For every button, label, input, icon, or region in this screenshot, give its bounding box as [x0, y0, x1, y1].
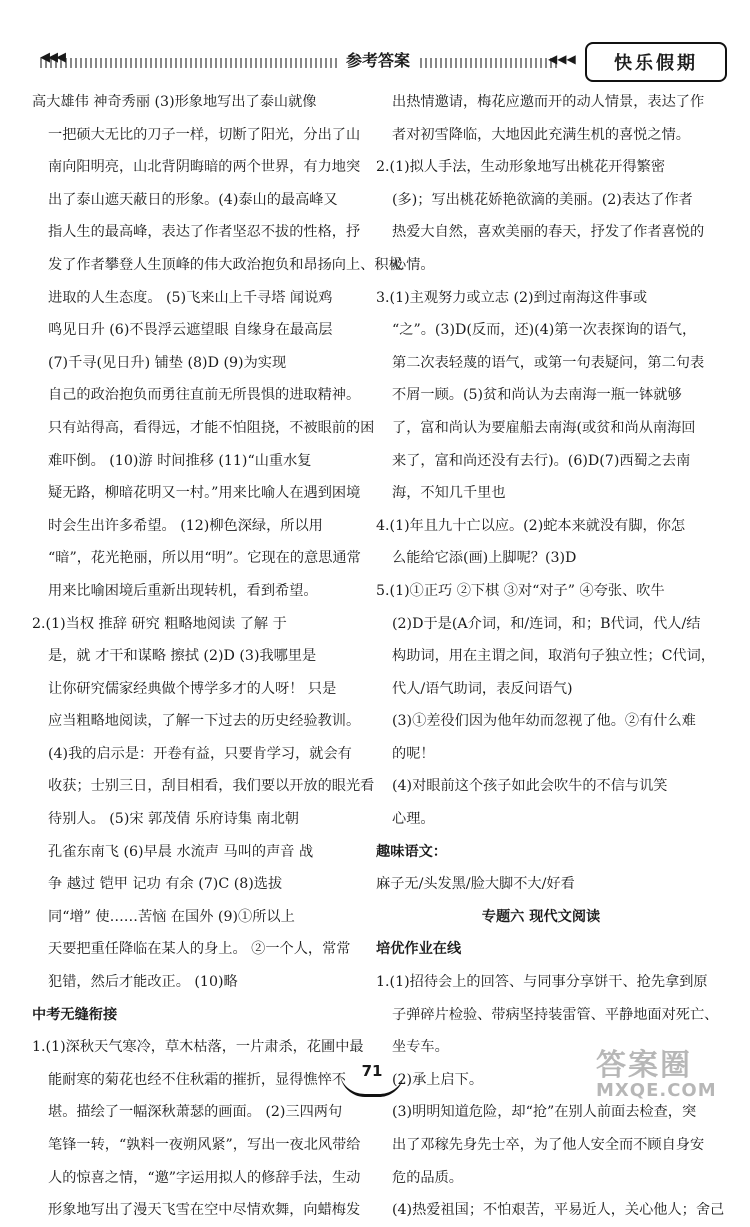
text-line: 出热情邀请，梅花应邀而开的动人情景，表达了作	[392, 94, 705, 110]
text-line: 中考无缝衔接	[32, 1006, 118, 1023]
text-line: 鸣见日升 (6)不畏浮云遮望眼 自缘身在最高层	[48, 322, 333, 339]
text-line: 者对初雪降临，大地因此充满生机的喜悦之情。	[392, 126, 690, 143]
text-line: 难吓倒。 (10)游 时间推移 (11)“山重水复	[48, 452, 312, 469]
text-line: 进取的人生态度。 (5)飞来山上千寻塔 闻说鸡	[48, 289, 333, 306]
text-line: 4.(1)年且九十亡以应。(2)蛇本来就没有脚，你怎	[376, 517, 686, 534]
text-line: 热爱大自然，喜欢美丽的春天，抒发了作者喜悦的	[392, 224, 705, 241]
text-line: 来了，富和尚还没有去行)。(6)D(7)西蜀之去南	[392, 452, 691, 469]
text-line: 孔雀东南飞 (6)早晨 水流声 马叫的声音 战	[48, 843, 314, 860]
text-line: 用来比喻困境后重新出现转机，看到希望。	[48, 582, 318, 599]
text-line: 么能给它添(画)上脚呢？(3)D	[392, 550, 577, 567]
text-line: 1.(1)招待会上的回答、与同事分享饼干、抢先拿到原	[376, 974, 708, 991]
text-line: (4)对眼前这个孩子如此会吹牛的不信与讥笑	[392, 778, 668, 795]
text-line: 了，富和尚认为要雇船去南海(或贫和尚从南海回	[392, 419, 696, 436]
text-line: 代人/语气助词，表反问语气)	[392, 680, 573, 697]
header-badge: 快乐假期	[585, 42, 727, 82]
text-line: 心情。	[392, 256, 435, 273]
text-line: 的呢！	[392, 745, 435, 762]
text-line: (3)明明知道危险，却“抢”在别人前面去检查，突	[392, 1104, 697, 1121]
text-line: 让你研究儒家经典做个博学多才的人呀！ 只是	[48, 680, 337, 697]
text-line: 犯错，然后才能改正。 (10)略	[48, 974, 238, 991]
text-line: 2.(1)拟人手法，生动形象地写出桃花开得繁密	[376, 159, 666, 176]
text-line: 第二次表轻蔑的语气，或第一句表疑问，第二句表	[392, 354, 705, 371]
page-number: 71	[361, 1062, 383, 1080]
text-line: 形象地写出了漫天飞雪在空中尽情欢舞，向蜡梅发	[48, 1202, 361, 1219]
text-line: “暗”，花光艳丽，所以用“明”。它现在的意思通常	[48, 550, 361, 567]
text-line: 一把硕大无比的刀子一样，切断了阳光，分出了山	[48, 126, 361, 143]
text-line: (7)千寻(见日升) 铺垫 (8)D (9)为实现	[48, 354, 287, 371]
watermark-cn: 答案圈	[596, 1048, 692, 1083]
text-line: (2)承上启下。	[392, 1071, 484, 1088]
text-line: 堪。描绘了一幅深秋萧瑟的画面。 (2)三四两句	[48, 1104, 343, 1121]
text-line: 不屑一顾。(5)贫和尚认为去南海一瓶一钵就够	[392, 387, 682, 404]
text-line: 待别人。 (5)宋 郭茂倩 乐府诗集 南北朝	[48, 811, 299, 828]
text-line: 高大雄伟 神奇秀丽 (3)形象地写出了泰山就像	[32, 94, 317, 110]
text-line: 收获；士别三日，刮目相看，我们要以开放的眼光看	[48, 778, 375, 795]
text-line: 子弹碎片检验、带病坚持装雷管、平静地面对死亡、	[392, 1006, 719, 1023]
text-line: 趣味语文：	[376, 843, 447, 860]
text-line: 出了邓稼先身先士卒，为了他人安全而不顾自身安	[392, 1137, 705, 1153]
text-line: 自己的政治抱负而勇往直前无所畏惧的进取精神。	[48, 387, 361, 404]
watermark-url: MXQE.COM	[596, 1080, 717, 1101]
header-title: 参考答案	[338, 48, 418, 71]
right-arrows-icon: ◀◀◀	[548, 52, 576, 66]
text-line: 争 越过 铠甲 记功 有余 (7)C (8)选拔	[48, 876, 283, 893]
text-line: 是，就 才干和谋略 擦拭 (2)D (3)我哪里是	[48, 648, 317, 665]
page-header	[40, 40, 730, 84]
left-arrows-icon: ◀◀◀	[40, 50, 64, 65]
text-line: 5.(1)①正巧 ②下棋 ③对“对子” ④夸张、吹牛	[376, 582, 665, 599]
text-line: 只有站得高，看得远，才能不怕阻挠，不被眼前的困	[48, 419, 375, 436]
text-line: 人的惊喜之情，“邀”字运用拟人的修辞手法，生动	[48, 1169, 361, 1186]
text-line: 3.(1)主观努力或立志 (2)到过南海这件事或	[376, 289, 648, 306]
text-line: “之”。(3)D(反而，还)(4)第一次表探询的语气，	[392, 322, 697, 339]
text-line: (4)热爱祖国；不怕艰苦，平易近人，关心他人；舍己	[392, 1202, 725, 1219]
text-line: 构助词，用在主谓之间，取消句子独立性；C代词，	[392, 648, 715, 665]
text-line: 危的品质。	[392, 1169, 463, 1186]
header-decor-strip	[40, 58, 560, 68]
text-line: 南向阳明亮，山北背阴晦暗的两个世界，有力地突	[48, 159, 361, 176]
text-line: 时会生出许多希望。 (12)柳色深绿，所以用	[48, 517, 323, 534]
text-line: 应当粗略地阅读，了解一下过去的历史经验教训。	[48, 713, 361, 730]
text-line: 海，不知几千里也	[392, 485, 506, 502]
text-line: (2)D于是(A介词，和/连词，和；B代词，代人/结	[392, 615, 701, 632]
text-line: 心理。	[392, 811, 435, 828]
text-line: 2.(1)当权 推辞 研究 粗略地阅读 了解 于	[32, 615, 287, 632]
text-line: 指人生的最高峰，表达了作者坚忍不拔的性格，抒	[48, 224, 361, 241]
watermark	[596, 1040, 746, 1101]
text-line: 出了泰山遮天蔽日的形象。(4)泰山的最高峰又	[48, 191, 338, 208]
text-line: 培优作业在线	[376, 941, 462, 958]
text-line: 同“增” 使……苦恼 在国外 (9)①所以上	[48, 908, 295, 925]
text-line: (多)；写出桃花娇艳欲滴的美丽。(2)表达了作者	[392, 191, 693, 208]
text-line: (3)①差役们因为他年幼而忽视了他。②有什么难	[392, 713, 696, 730]
text-line: 麻子无/头发黑/脸大脚不大/好看	[376, 876, 575, 893]
text-line: 1.(1)深秋天气寒冷，草木枯落，一片肃杀，花圃中最	[32, 1039, 364, 1056]
text-line: 笔锋一转，“孰料一夜朔风紧”，写出一夜北风带给	[48, 1137, 361, 1153]
text-line: 疑无路，柳暗花明又一村。”用来比喻人在遇到困境	[48, 485, 361, 502]
text-line: (4)我的启示是：开卷有益，只要肯学习，就会有	[48, 745, 352, 762]
text-line: 能耐寒的菊花也经不住秋霜的摧折，显得憔悴不	[48, 1071, 346, 1088]
text-line: 天要把重任降临在某人的身上。 ②一个人，常常	[48, 941, 351, 958]
text-line: 坐专车。	[392, 1039, 449, 1056]
text-line: 发了作者攀登人生顶峰的伟大政治抱负和昂扬向上、积极	[48, 256, 403, 273]
text-line: 专题六 现代文阅读	[481, 908, 601, 925]
